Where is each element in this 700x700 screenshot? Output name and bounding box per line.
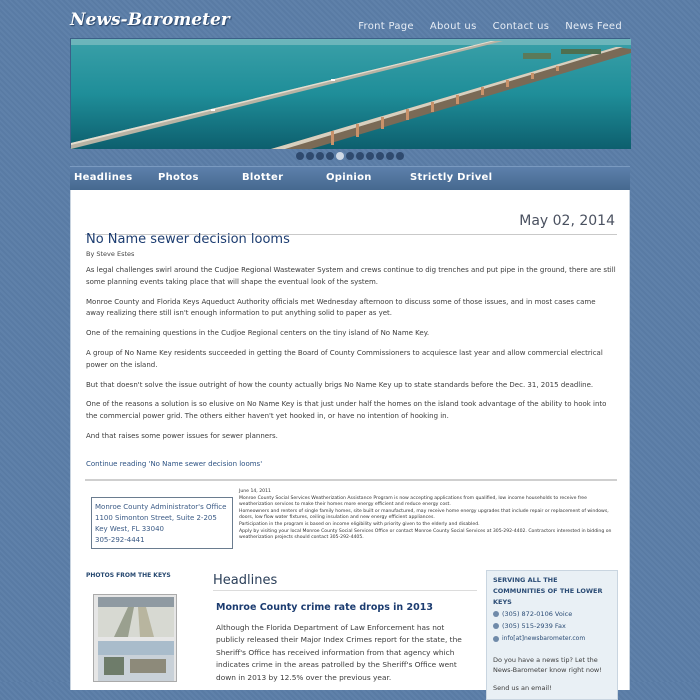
- date-bar: [85, 200, 617, 235]
- ad-line: Key West, FL 33040: [95, 525, 164, 533]
- bridge-photo: [71, 39, 631, 149]
- banner-image: [70, 38, 630, 148]
- slider-dot[interactable]: [336, 152, 344, 160]
- slider-dot[interactable]: [366, 152, 374, 160]
- slider-dot[interactable]: [396, 152, 404, 160]
- slider-dot[interactable]: [356, 152, 364, 160]
- tab-headlines[interactable]: Headlines: [74, 172, 133, 183]
- top-nav: [358, 21, 622, 32]
- notice-date: June 14, 2011: [239, 489, 271, 494]
- article-body: [86, 265, 616, 470]
- headlines-rule: [213, 590, 477, 591]
- article-date: May 02, 2014: [519, 213, 615, 229]
- sidebar-heading: SERVING ALL THE COMMUNITIES OF THE LOWER KEYS: [493, 576, 603, 606]
- phone-number: (305) 872-0106 Voice: [502, 610, 573, 618]
- article-paragraph: Monroe County and Florida Keys Aqueduct Authority officials met Wednesday afternoon to discuss some of those issues, and in most cases came away realizing there still isn't enough information to put anything solid to paper as yet.: [86, 297, 596, 318]
- continue-reading-link[interactable]: Continue reading 'No Name sewer decision looms': [86, 459, 263, 468]
- headline-title[interactable]: Monroe County crime rate drops in 2013: [216, 602, 433, 613]
- ad-line: 305-292-4441: [95, 536, 145, 544]
- ad-line: Monroe County Administrator's Office: [95, 503, 227, 511]
- slider-dot[interactable]: [306, 152, 314, 160]
- slider-dot[interactable]: [346, 152, 354, 160]
- fax-number: (305) 515-2939 Fax: [502, 622, 566, 630]
- article-paragraph: One of the remaining questions in the Cudjoe Regional centers on the tiny island of No Name Key.: [86, 329, 430, 338]
- fax-icon: [493, 623, 499, 629]
- slider-dot[interactable]: [376, 152, 384, 160]
- section-divider: [85, 479, 617, 481]
- main-nav: [70, 166, 630, 190]
- notice-paragraph: Homeowners and renters of single family homes, site built or manufactured, may receive home energy upgrades that include repair or replacement of windows, doors, low flow water fixtures, ceiling insulation and new energy efficient appliances.: [239, 509, 609, 520]
- main-content: [70, 190, 630, 690]
- article-paragraph: A group of No Name Key residents succeeded in getting the Board of County Commissioners to acquiesce last year and allow commercial electrical power on the island.: [86, 348, 603, 369]
- tab-opinion[interactable]: Opinion: [326, 172, 372, 183]
- slider-dot[interactable]: [386, 152, 394, 160]
- nav-front-page[interactable]: Front Page: [358, 21, 414, 32]
- article-byline: By Steve Estes: [86, 250, 135, 258]
- phone-line: [493, 608, 611, 620]
- nav-contact-us[interactable]: Contact us: [492, 21, 550, 32]
- county-office-ad[interactable]: [91, 497, 233, 549]
- fax-line: [493, 620, 611, 632]
- notice-paragraph: Apply by visiting your local Monroe County Social Services Office or contact Monroe County Social Services at 305-292-4402. Contractors interested in bidding on weatherization projects should contact 305-292-4405.: [239, 529, 612, 540]
- photo-thumbnails[interactable]: [93, 594, 177, 682]
- article-paragraph: And that raises some power issues for sewer planners.: [86, 431, 278, 440]
- email-link[interactable]: info[at]newsbarometer.com: [502, 635, 586, 642]
- nav-about-us[interactable]: About us: [429, 21, 477, 32]
- headline-body: Although the Florida Department of Law Enforcement has not publicly released their Major Index Crimes report for the state, the Sheriff's Office has received information from that agency which indicates crime in the areas patrolled by the Sheriff's Office went down in 2013 by 12.5% over the previous year.: [216, 623, 462, 682]
- article-paragraph: But that doesn't solve the issue outright of how the county actually brigs No Name Key up to state standards before the Dec. 31, 2015 deadline.: [86, 380, 594, 389]
- notice-paragraph: Monroe County Social Services Weatherization Assistance Program is now accepting applications from qualified, low income households to receive free weatherization services to make their homes more energy efficient and reduce energy cost.: [239, 496, 587, 507]
- article-title[interactable]: No Name sewer decision looms: [86, 232, 290, 247]
- site-logo[interactable]: News-Barometer: [70, 10, 230, 30]
- slider-dot[interactable]: [316, 152, 324, 160]
- article-paragraph: One of the reasons a solution is so elusive on No Name Key is that just under half the homes on the island took advantage of the ability to hook into the commercial power grid. The others either haven't yet hooked in, or have no intention of hooking in.: [86, 400, 607, 421]
- weatherization-notice: [239, 489, 617, 542]
- nav-news-feed[interactable]: News Feed: [565, 21, 622, 32]
- email-icon: [493, 636, 499, 642]
- tab-strictly-drivel[interactable]: Strictly Drivel: [410, 172, 493, 183]
- phone-icon: [493, 611, 499, 617]
- tab-photos[interactable]: Photos: [158, 172, 199, 183]
- tab-blotter[interactable]: Blotter: [242, 172, 284, 183]
- notice-paragraph: Participation in the program is based on income eligibility with priority given to the elderly and disabled.: [239, 522, 480, 528]
- slider-dot[interactable]: [326, 152, 334, 160]
- article-paragraph: As legal challenges swirl around the Cudjoe Regional Wastewater System and crews continue to dig trenches and put pipe in the ground, there are still some planning events taking place that will shape the eventual look of the system.: [86, 266, 616, 286]
- slider-dots: [296, 152, 404, 160]
- email-line: [493, 633, 611, 645]
- news-tip-text: Do you have a news tip? Let the News-Barometer know right now!: [493, 656, 602, 674]
- ad-line: 1100 Simonton Street, Suite 2-205: [95, 514, 217, 522]
- headlines-heading: Headlines: [213, 573, 278, 588]
- contact-sidebar: [486, 570, 618, 700]
- send-email-link[interactable]: Send us an email!: [493, 684, 552, 692]
- photo-collage-icon: [94, 595, 178, 683]
- slider-dot[interactable]: [296, 152, 304, 160]
- photos-heading: PHOTOS FROM THE KEYS: [86, 572, 171, 579]
